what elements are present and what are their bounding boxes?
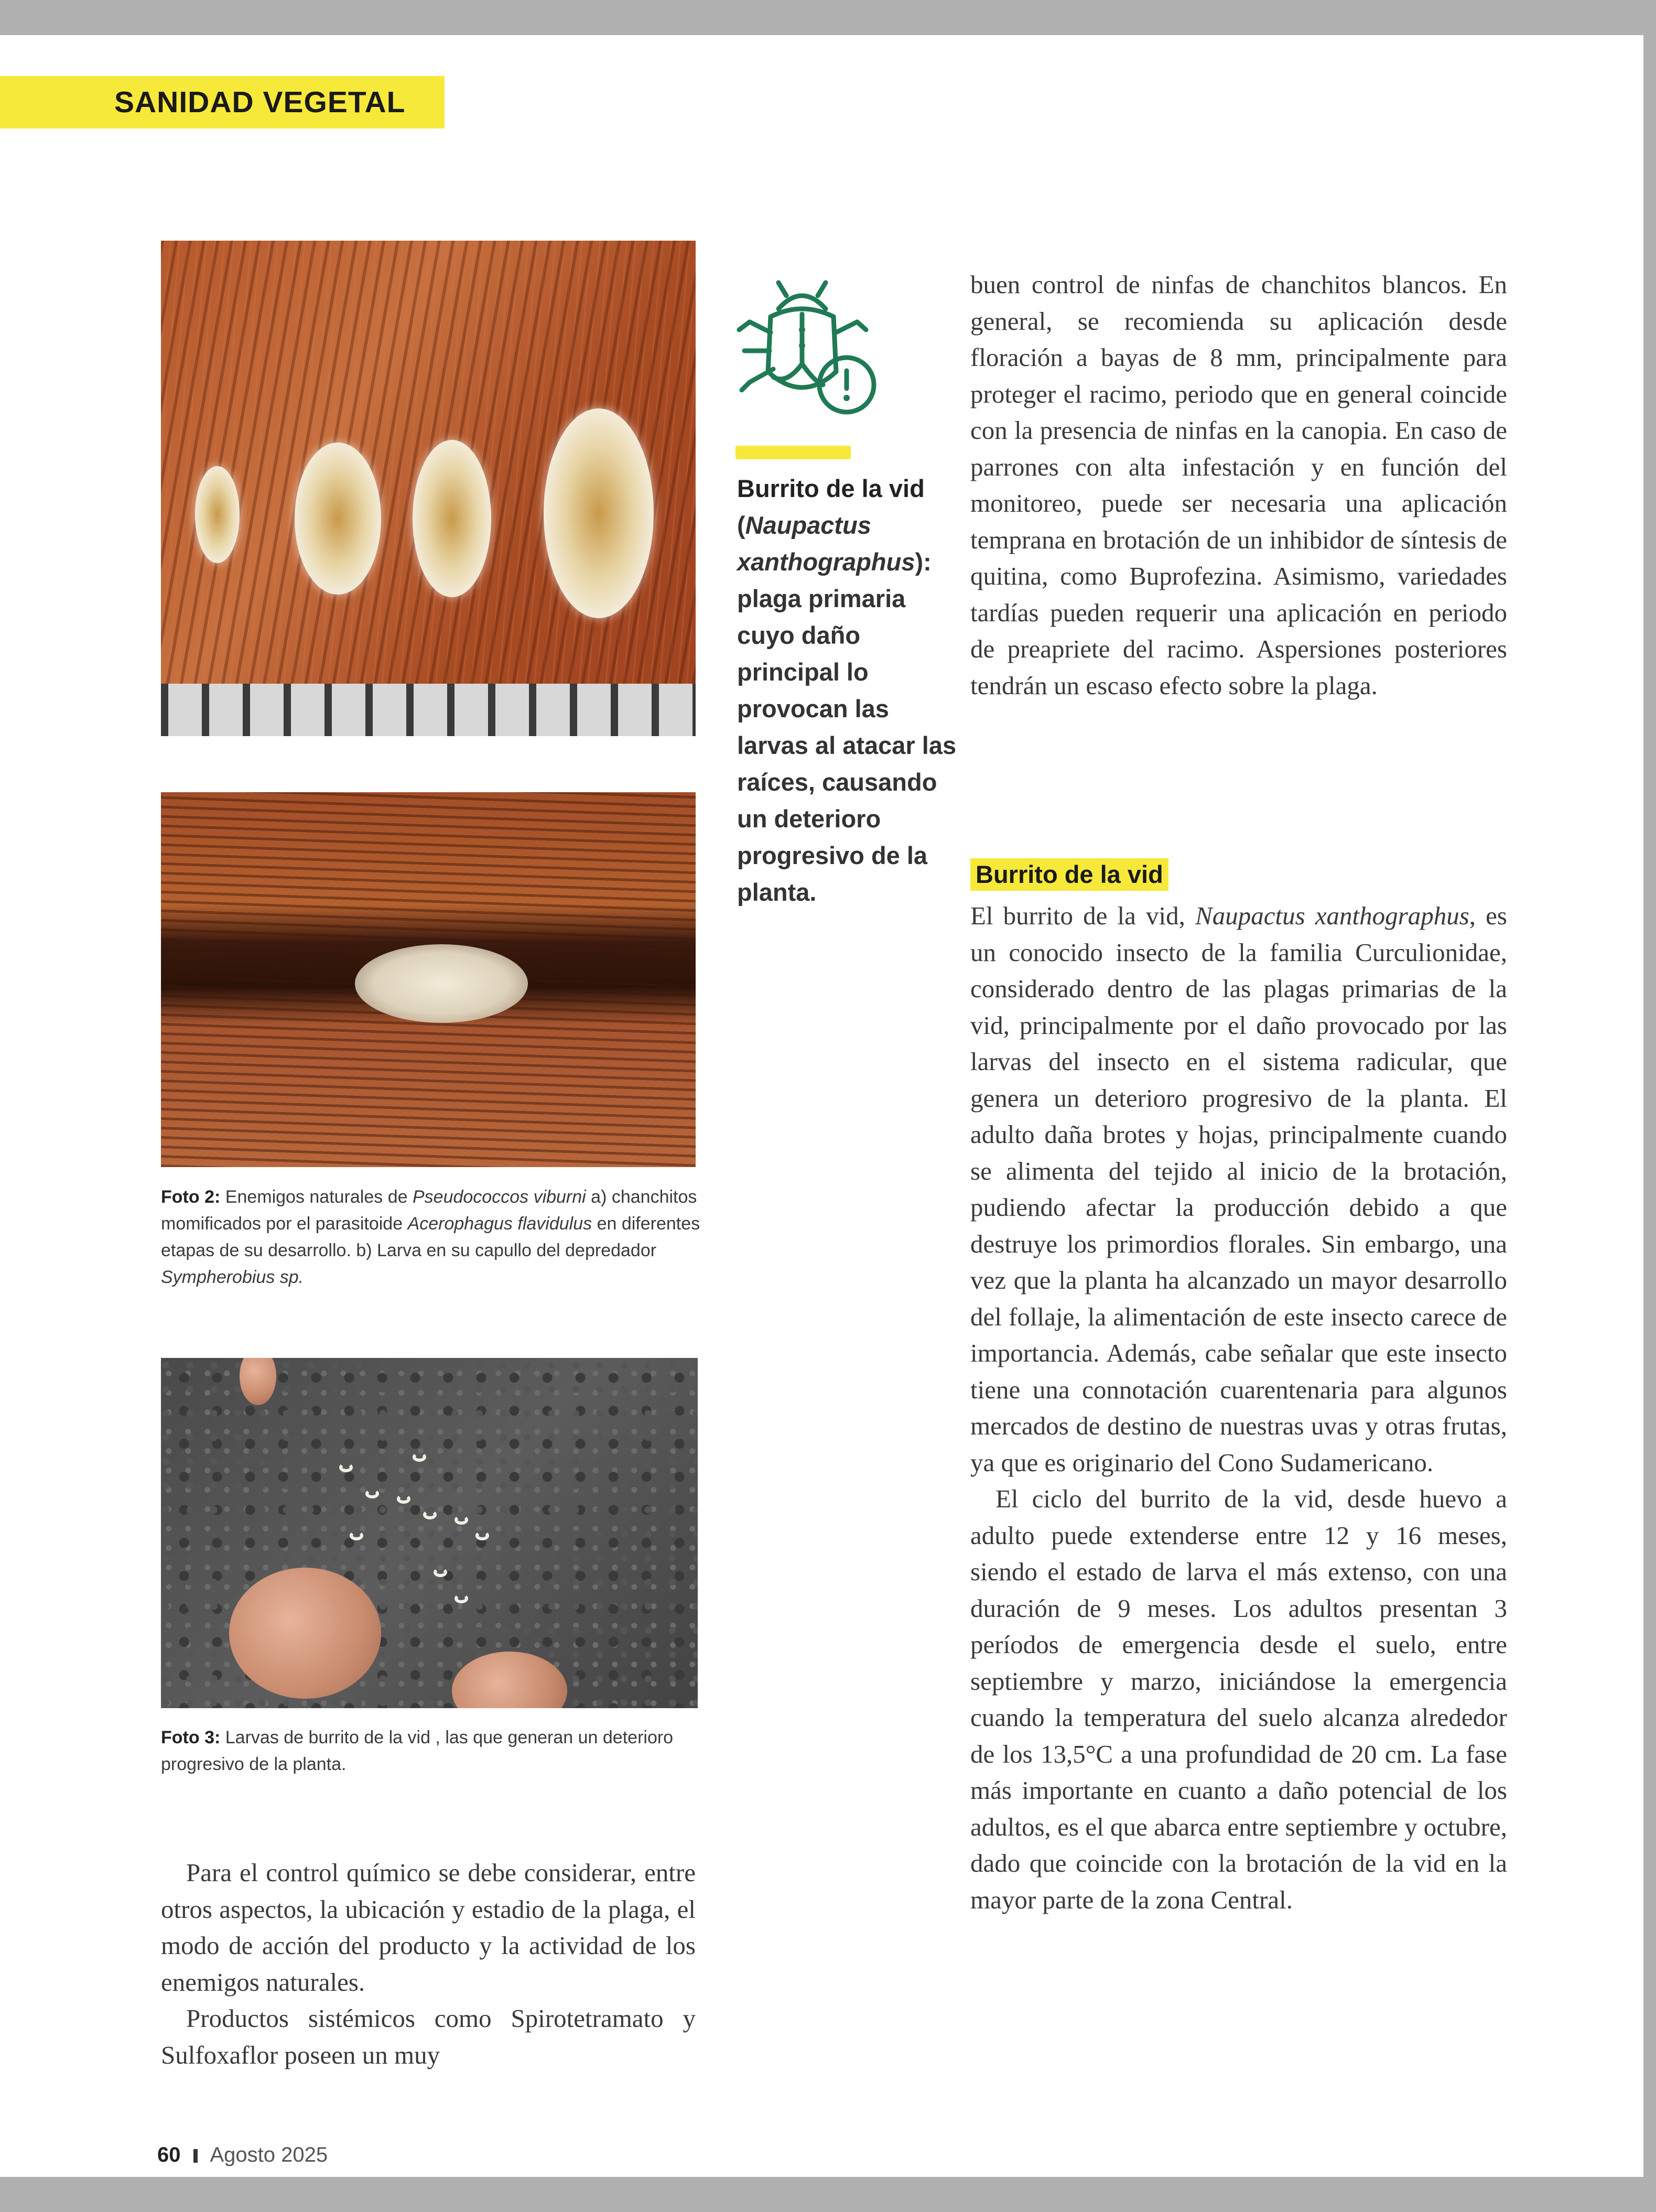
species-name: Sympherobius sp. xyxy=(161,1267,304,1287)
caption-text: a) chanchitos momificados por el parasitoide xyxy=(161,1187,697,1234)
sidebar-species: Naupactus xanthographus xyxy=(737,511,915,576)
caption-text: Enemigos naturales de xyxy=(225,1187,413,1207)
species-name: Acerophagus flavidulus xyxy=(407,1214,592,1234)
section-title: SANIDAD VEGETAL xyxy=(114,85,406,119)
photo-2a-mummified-mealybugs xyxy=(161,241,696,736)
photo-3-weevil-larvae xyxy=(161,1358,698,1708)
sidebar-accent-bar xyxy=(735,446,851,459)
species-name: Pseudococcos viburni xyxy=(412,1187,586,1207)
caption-foto-3 xyxy=(161,1724,701,1778)
species-name: Naupactus xanthographus xyxy=(1195,901,1469,930)
paragraph: El ciclo del burrito de la vid, desde huevo a adulto puede extenderse entre 12 y 16 meses, siendo el estado de larva el más extenso, con una duración de 9 meses. Los adultos presentan 3 períodos de emergencia desde el suelo, entre septiembre y marzo, iniciándose la emergencia cuando la temperatura del suelo alcanza alrededor de los 13,5°C a una profundidad de 20 cm. La fase más importante en cuanto a daño potencial de los adultos, es el que abarca entre septiembre y octubre, dado que coincide con la brotación de la vid en la mayor parte de la zona Central. xyxy=(970,1484,1507,1914)
subheading-burrito xyxy=(970,858,1168,891)
sidebar-note xyxy=(737,470,957,911)
text-run: , es un conocido insecto de la familia Curculionidae, considerado dentro de las plagas primarias de la vid, principalmente por el daño provocado por las larvas del insecto en el sistema radicular, que genera un deterioro progresivo de la planta. El adulto daña brotes y hojas, principalmente cuando se alimenta del tejido al inicio de la brotación, pudiendo afectar la producción debido a que destruye los primordios florales. Sin embargo, una vez que la planta ha alcanzado un mayor desarrollo del follaje, la alimentación de este insecto carece de importancia. Además, cabe señalar que este insecto tiene una connotación cuarentenaria para algunos mercados de destino de nuestras uvas y otras frutas, ya que es originario del Cono Sudamericano. xyxy=(970,901,1507,1477)
paragraph: Para el control químico se debe considerar, entre otros aspectos, la ubicación y estadio de la plaga, el modo de acción del producto y la actividad de los enemigos naturales. xyxy=(161,1858,696,1997)
section-tag xyxy=(0,76,445,128)
caption-label: Foto 2: xyxy=(161,1187,221,1207)
subheading-text: Burrito de la vid xyxy=(976,860,1163,888)
page-footer xyxy=(157,2143,328,2167)
sidebar-paren: ): xyxy=(915,548,932,576)
caption-foto-2 xyxy=(161,1184,701,1291)
issue-date: Agosto 2025 xyxy=(210,2143,328,2166)
caption-text: Larvas de burrito de la vid , las que generan un deterioro progresivo de la planta. xyxy=(161,1728,674,1774)
sidebar-body: plaga primaria cuyo daño principal lo provocan las larvas al atacar las raíces, causando un deterioro progresivo de la planta. xyxy=(737,585,957,906)
photo-2b-larva-cocoon xyxy=(161,792,696,1167)
paragraph: Productos sistémicos como Spirotetramato y Sulfoxaflor poseen un muy xyxy=(161,2004,696,2069)
beetle-alert-icon xyxy=(729,272,881,424)
caption-label: Foto 3: xyxy=(161,1728,221,1747)
paragraph: buen control de ninfas de chanchitos blancos. En general, se recomienda su aplicación desde floración a bayas de 8 mm, principalmente para proteger el racimo, periodo que en general coincide con la presencia de ninfas en la canopia. En caso de parrones con alta infestación y en función del monitoreo, puede ser necesaria una aplicación temprana en brotación de un inhibidor de síntesis de quitina, como Buprofezina. Asimismo, variedades tardías pueden requerir una aplicación en periodo de preapriete del racimo. Aspersiones posteriores tendrán un escaso efecto sobre la plaga. xyxy=(970,270,1507,700)
magazine-page xyxy=(0,35,1643,2177)
right-column-text-top xyxy=(970,266,1507,704)
text-run: El burrito de la vid, xyxy=(970,901,1196,930)
left-column-text xyxy=(161,1854,696,2073)
footer-separator xyxy=(193,2149,198,2163)
sidebar-title: Burrito de la vid xyxy=(737,474,925,502)
caption-text: en diferentes etapas de su desarrollo. b) Larva en su capullo del depredador xyxy=(161,1214,700,1260)
paragraph xyxy=(970,898,1507,1481)
sidebar-paren: ( xyxy=(737,511,745,539)
page-number: 60 xyxy=(157,2143,181,2166)
ruler xyxy=(161,684,696,736)
right-column-text-bottom xyxy=(970,898,1507,1918)
